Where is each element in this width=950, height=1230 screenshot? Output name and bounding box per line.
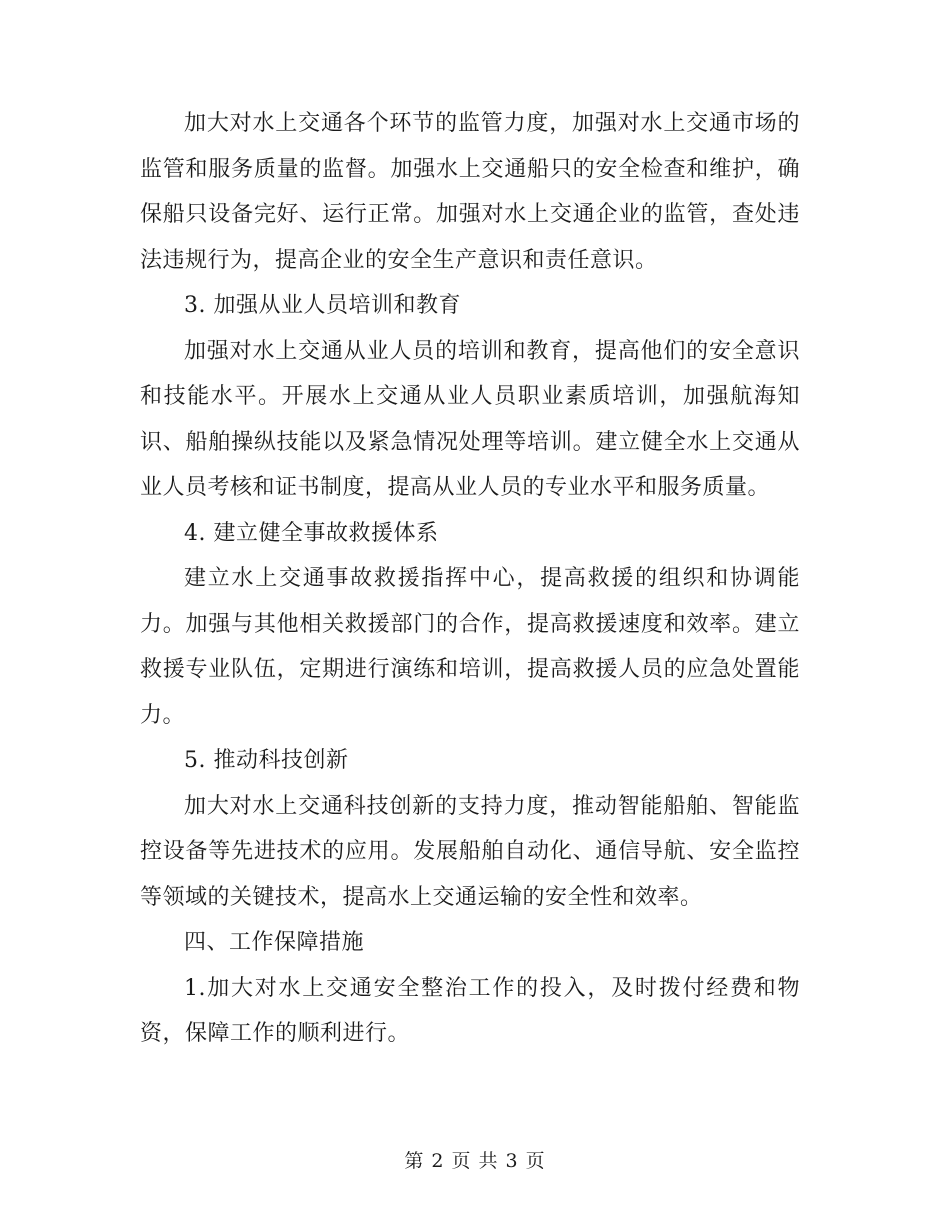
- section-heading-guarantee: 四、工作保障措施: [184, 930, 365, 955]
- section-heading-rescue-system: 4. 建立健全事故救援体系: [184, 520, 439, 546]
- section-heading-innovation: 5. 推动科技创新: [184, 748, 349, 773]
- page-number-footer: 第 2 页 共 3 页: [404, 1150, 546, 1172]
- document-body: [140, 101, 800, 1057]
- paragraph-rescue-system: 建立水上交通事故救援指挥中心，提高救援的组织和协调能力。加强与其他相关救援部门的合作，提高救援速度和效率。建立救援专业队伍，定期进行演练和培训，提高救援人员的应急处置能力。: [140, 566, 800, 728]
- section-heading-training: 3. 加强从业人员培训和教育: [184, 293, 461, 318]
- paragraph-supervision: 加大对水上交通各个环节的监管力度，加强对水上交通市场的监管和服务质量的监督。加强水上交通船只的安全检查和维护，确保船只设备完好、运行正常。加强对水上交通企业的监管，查处违法违规行为，提高企业的安全生产意识和责任意识。: [140, 111, 800, 273]
- paragraph-innovation: 加大对水上交通科技创新的支持力度，推动智能船舶、智能监控设备等先进技术的应用。发展船舶自动化、通信导航、安全监控等领域的关键技术，提高水上交通运输的安全性和效率。: [140, 793, 800, 910]
- paragraph-training: 加强对水上交通从业人员的培训和教育，提高他们的安全意识和技能水平。开展水上交通从业人员职业素质培训，加强航海知识、船舶操纵技能以及紧急情况处理等培训。建立健全水上交通从业人员考核和证书制度，提高从业人员的专业水平和服务质量。: [140, 338, 800, 500]
- paragraph-guarantee-1: 1.加大对水上交通安全整治工作的投入，及时拨付经费和物资，保障工作的顺利进行。: [140, 975, 800, 1046]
